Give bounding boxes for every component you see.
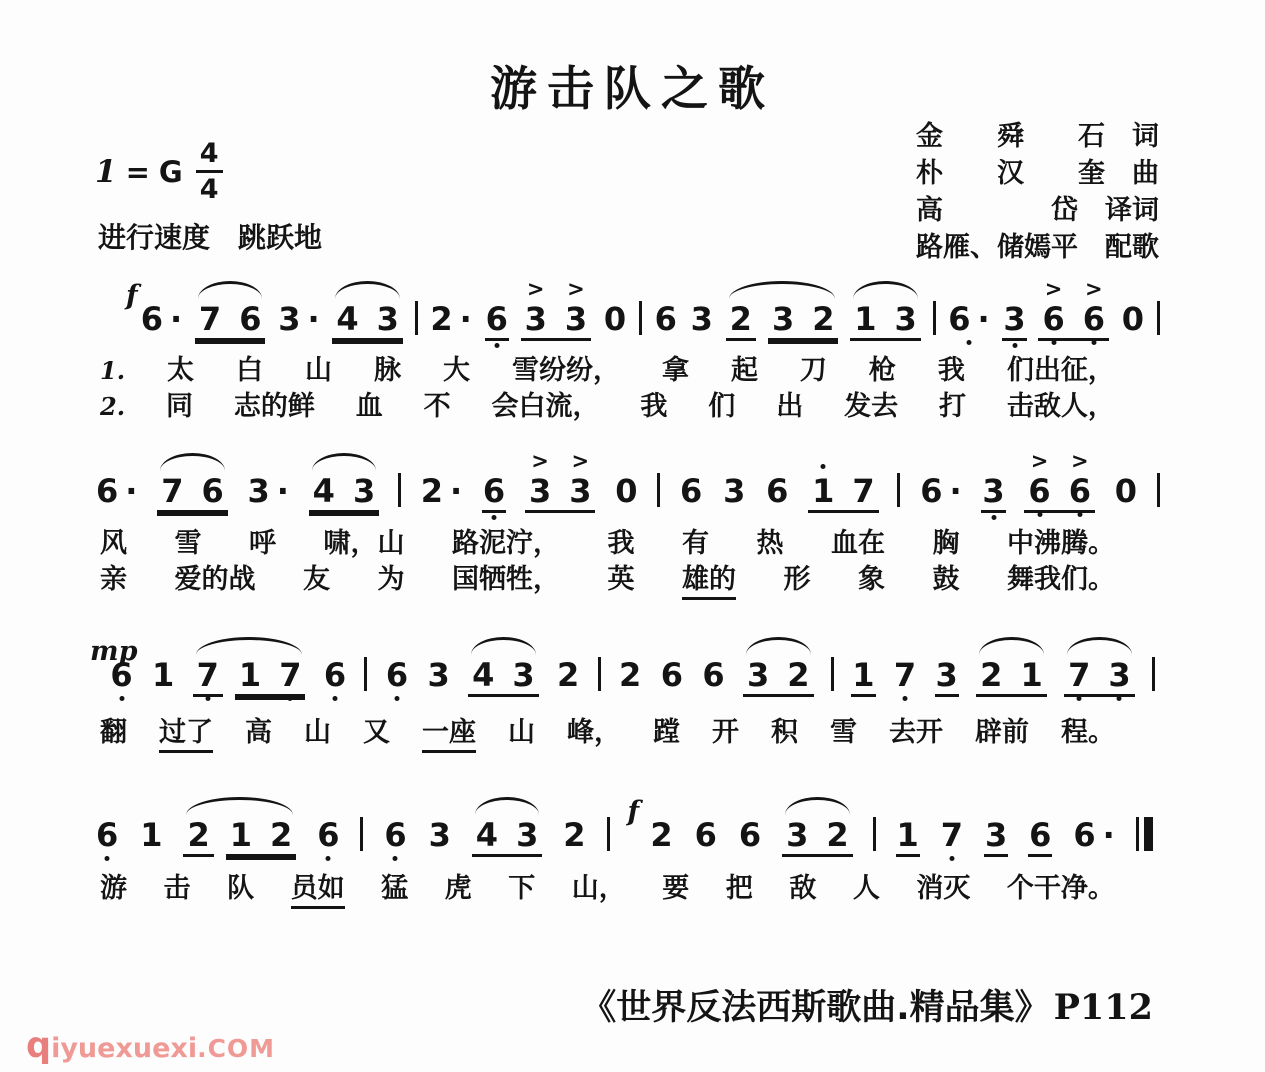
lyric-syllable: 出 bbox=[776, 391, 804, 422]
lyric-syllable: 山 bbox=[508, 717, 535, 748]
barline bbox=[1152, 657, 1155, 691]
rest-note: 0 bbox=[603, 300, 627, 338]
lyric-syllable: 雪 bbox=[830, 717, 857, 748]
lyric-syllable: 白 bbox=[236, 355, 264, 386]
note: 1 bbox=[811, 475, 835, 507]
lyric-syllable: 蹚 bbox=[653, 717, 680, 748]
lyric-syllable: 我 bbox=[607, 528, 635, 559]
lyric-syllable: 友 bbox=[303, 564, 330, 595]
lyric-syllable: 打 bbox=[938, 391, 966, 422]
low-octave-dot bbox=[1077, 512, 1082, 517]
beam-group bbox=[525, 449, 596, 513]
note: 3 > bbox=[564, 277, 588, 338]
lyric-syllable: 队 bbox=[227, 873, 255, 904]
lyric-syllable: 血 bbox=[355, 391, 383, 422]
lyric-syllable: 高 bbox=[245, 717, 272, 748]
low-octave-dot bbox=[1117, 696, 1122, 701]
credits-block bbox=[916, 118, 1159, 266]
lyric-syllable: 象 bbox=[858, 564, 885, 595]
time-signature bbox=[196, 140, 223, 203]
slur-group bbox=[468, 656, 539, 697]
low-octave-dot bbox=[205, 696, 210, 701]
note: 6 > bbox=[1027, 475, 1051, 507]
beam-group bbox=[1024, 449, 1095, 513]
note: 4 bbox=[475, 816, 499, 854]
lyric-syllable: 枪 bbox=[868, 355, 896, 386]
barline bbox=[598, 657, 601, 691]
note: 2 bbox=[269, 816, 293, 854]
barline bbox=[831, 657, 834, 691]
slur-group bbox=[472, 816, 543, 857]
music-line-3: mp 6 1 7 1 7 6 6 3 4 3 2 2 6 6 3 2 1 7 3 2 1 7 3 bbox=[92, 652, 1155, 697]
note: 3 bbox=[516, 816, 539, 854]
lyric-syllable: 消灭 bbox=[916, 873, 971, 904]
note: 6 bbox=[323, 659, 347, 691]
lyric-syllable: 形 bbox=[783, 564, 811, 595]
slur-group bbox=[193, 656, 306, 697]
equals-sign: = bbox=[125, 154, 150, 189]
note: 6 bbox=[485, 303, 509, 341]
note: 2 bbox=[187, 816, 210, 854]
note: 6 bbox=[738, 816, 762, 854]
barline bbox=[398, 473, 401, 507]
lyric-syllable: 呼 bbox=[249, 528, 276, 559]
note: 6 > bbox=[1082, 303, 1106, 335]
note: 3 bbox=[376, 300, 399, 338]
note: 7 bbox=[161, 472, 184, 510]
lyric-syllable: 舞我们。 bbox=[1007, 564, 1115, 595]
note: 6 > bbox=[1041, 303, 1065, 335]
accent-mark: > bbox=[567, 277, 585, 301]
note: 3 bbox=[1107, 659, 1131, 691]
source-book-title: 《世界反法西斯歌曲.精品集》 bbox=[581, 988, 1050, 1028]
note: 4 bbox=[336, 300, 359, 338]
accent-mark: > bbox=[571, 449, 590, 473]
note: 6 bbox=[680, 472, 703, 510]
watermark-tld: .COM bbox=[197, 1034, 276, 1063]
lyric-syllable: 击 bbox=[163, 873, 191, 904]
lyrics-row-line4 bbox=[100, 866, 1115, 909]
lyric-syllable: 一座 bbox=[422, 710, 476, 753]
barline bbox=[639, 301, 642, 335]
note: 6 > bbox=[1068, 475, 1092, 507]
low-octave-dot bbox=[903, 696, 908, 701]
note: 3 bbox=[427, 656, 450, 694]
lyric-syllable: 辟前 bbox=[975, 717, 1029, 748]
lyrics-row-verse2-line2 bbox=[100, 557, 1115, 600]
lyric-syllable: 雪 bbox=[174, 528, 202, 559]
slur-group bbox=[726, 300, 839, 341]
high-octave-dot bbox=[821, 464, 826, 469]
note: 2 · bbox=[430, 300, 472, 338]
barline bbox=[657, 473, 660, 507]
note: 6 bbox=[654, 300, 677, 338]
tempo-marking: 进行速度 跳跃地 bbox=[98, 221, 323, 254]
music-line-1: f 6 · 7 6 3 · 4 3 2 · 6 3 > 3 > 0 6 3 2 3 2 1 3 6 · 3 6 > 6 > 0 bbox=[128, 296, 1160, 341]
lyrics-row-verse1-line2 bbox=[100, 521, 1115, 560]
lyric-syllable: 太 bbox=[167, 355, 195, 386]
lyric-syllable: 雄的 bbox=[682, 557, 736, 600]
note: 3 bbox=[981, 475, 1005, 513]
rest-note: 0 bbox=[615, 472, 638, 510]
note: 2 bbox=[980, 656, 1003, 694]
note: 6 · bbox=[920, 472, 962, 510]
low-octave-dot bbox=[119, 696, 124, 701]
accent-mark: > bbox=[1030, 449, 1049, 473]
note: 1 bbox=[896, 819, 920, 857]
note: 1 bbox=[854, 300, 877, 338]
duration-dot: · bbox=[307, 300, 320, 338]
lyric-syllable: 发去 bbox=[844, 391, 899, 422]
note: 2 bbox=[812, 300, 835, 338]
lyric-syllable: 起 bbox=[730, 355, 758, 386]
lyric-syllable: 人 bbox=[852, 873, 880, 904]
note: 6 · bbox=[140, 300, 183, 338]
watermark-initial: q bbox=[26, 1026, 52, 1066]
barline bbox=[360, 817, 363, 851]
duration-dot: · bbox=[949, 472, 962, 510]
note: 7 bbox=[893, 659, 917, 691]
verse-number: 2. bbox=[100, 392, 126, 421]
note: 3 > bbox=[569, 449, 592, 510]
note: 3 bbox=[1002, 303, 1026, 341]
lyric-syllable: 山， bbox=[571, 873, 626, 904]
lyric-syllable: 下 bbox=[508, 873, 536, 904]
lyric-syllable: 们出征， bbox=[1006, 355, 1115, 386]
lyric-syllable: 击敌人， bbox=[1006, 391, 1115, 422]
note: 6 · bbox=[947, 303, 990, 335]
note: 1 bbox=[229, 816, 252, 854]
note: 3 bbox=[428, 816, 451, 854]
note: 6 bbox=[95, 819, 119, 851]
note: 6 bbox=[201, 472, 224, 510]
lyric-syllable: 我 bbox=[640, 391, 668, 422]
rest-note: 0 bbox=[1121, 300, 1144, 338]
note: 3 > bbox=[528, 449, 552, 510]
lyric-syllable: 不 bbox=[423, 391, 451, 422]
slur-group bbox=[309, 472, 380, 513]
slur-group bbox=[332, 300, 403, 341]
lyric-syllable: 志的鲜 bbox=[233, 391, 315, 422]
lyric-syllable: 风 bbox=[100, 528, 127, 559]
note: 3 bbox=[746, 656, 770, 694]
low-octave-dot bbox=[1037, 512, 1042, 517]
note: 6 bbox=[702, 656, 725, 694]
low-octave-dot bbox=[966, 340, 971, 345]
lyric-syllable: 为 bbox=[377, 564, 405, 595]
lyric-syllable: 国牺牲， bbox=[452, 564, 560, 595]
lyric-syllable: 峰， bbox=[567, 717, 621, 748]
lyric-syllable: 猛 bbox=[381, 873, 409, 904]
note: 3 bbox=[512, 656, 535, 694]
final-barline bbox=[1136, 817, 1153, 851]
slur-group bbox=[850, 300, 921, 341]
music-line-2 bbox=[95, 449, 1160, 513]
note: 6 bbox=[109, 659, 133, 691]
note: 6 bbox=[1028, 819, 1052, 857]
note: 3 bbox=[935, 659, 959, 697]
verse-number: 1. bbox=[100, 356, 126, 385]
slur-group bbox=[1064, 656, 1135, 697]
slur-group bbox=[976, 656, 1047, 697]
note: 6 bbox=[383, 819, 407, 851]
lyric-syllable: 翻 bbox=[100, 717, 127, 748]
lyric-syllable: 热 bbox=[756, 528, 784, 559]
lyric-syllable: 游 bbox=[100, 873, 127, 904]
low-octave-dot bbox=[332, 696, 337, 701]
lyric-syllable: 脉 bbox=[374, 355, 401, 386]
note: 4 bbox=[472, 656, 495, 694]
barline bbox=[364, 657, 367, 691]
duration-dot: · bbox=[1102, 816, 1115, 854]
beam-group bbox=[1038, 277, 1109, 341]
source-page-number: P112 bbox=[1053, 987, 1153, 1028]
lyric-syllable: 雪纷纷， bbox=[511, 355, 620, 386]
note: 3 bbox=[771, 300, 795, 338]
barline bbox=[1157, 301, 1160, 335]
credit-composer: 朴 汉 奎 曲 bbox=[916, 158, 1159, 189]
note: 3 > bbox=[524, 277, 547, 338]
note: 3 bbox=[984, 819, 1008, 857]
lyric-syllable: 积 bbox=[771, 717, 798, 748]
note: 2 bbox=[650, 816, 673, 854]
lyric-syllable: 过了 bbox=[159, 710, 213, 753]
lyric-syllable: 血在 bbox=[831, 528, 885, 559]
duration-dot: · bbox=[977, 300, 990, 338]
slur-group bbox=[183, 816, 296, 857]
note: 1 bbox=[851, 659, 875, 697]
time-signature-bottom: 4 bbox=[199, 174, 219, 205]
low-octave-dot bbox=[949, 856, 954, 861]
lyric-syllable: 爱的战 bbox=[174, 564, 256, 595]
low-octave-dot bbox=[1091, 340, 1096, 345]
note: 3 bbox=[894, 300, 917, 338]
lyric-syllable: 个干净。 bbox=[1006, 873, 1115, 904]
lyrics-row-verse1-line1 bbox=[100, 348, 1115, 387]
note: 7 bbox=[278, 659, 302, 691]
note: 3 bbox=[723, 472, 746, 510]
note: 3 bbox=[352, 472, 376, 510]
lyric-syllable: 亲 bbox=[100, 564, 127, 595]
lyric-syllable: 去开 bbox=[889, 717, 943, 748]
lyric-syllable: 有 bbox=[682, 528, 709, 559]
barline bbox=[897, 473, 900, 507]
note: 2 bbox=[826, 816, 849, 854]
slur-group bbox=[195, 300, 266, 341]
accent-mark: > bbox=[1044, 277, 1063, 301]
note: 7 bbox=[852, 472, 875, 510]
note: 2 bbox=[619, 656, 642, 694]
lyric-syllable: 英 bbox=[607, 564, 635, 595]
source-citation bbox=[581, 980, 1153, 1030]
lyric-syllable: 同 bbox=[165, 391, 193, 422]
duration-dot: · bbox=[459, 300, 472, 338]
duration-dot: · bbox=[170, 300, 183, 338]
lyric-syllable: 把 bbox=[725, 873, 753, 904]
note: 3 · bbox=[247, 472, 289, 510]
low-octave-dot bbox=[991, 515, 996, 520]
lyric-syllable: 开 bbox=[712, 717, 739, 748]
watermark-name: iyuexuexi bbox=[51, 1033, 198, 1064]
time-signature-top: 4 bbox=[196, 140, 223, 173]
lyrics-row-verse2-line1 bbox=[100, 384, 1115, 423]
low-octave-dot bbox=[393, 856, 398, 861]
low-octave-dot bbox=[394, 696, 399, 701]
note: 7 bbox=[198, 300, 222, 338]
lyric-syllable: 胸 bbox=[932, 528, 960, 559]
barline bbox=[933, 301, 936, 335]
note: 7 bbox=[196, 659, 220, 691]
barline bbox=[1157, 473, 1160, 507]
lyric-syllable: 鼓 bbox=[932, 564, 960, 595]
duration-dot: · bbox=[450, 472, 463, 510]
duration-dot: · bbox=[125, 472, 138, 510]
note: 6 bbox=[316, 819, 340, 851]
song-title: 游击队之歌 bbox=[490, 62, 775, 117]
low-octave-dot bbox=[105, 856, 110, 861]
note: 3 bbox=[690, 300, 713, 338]
note: 2 bbox=[563, 816, 586, 854]
barline bbox=[873, 817, 876, 851]
accent-mark: > bbox=[531, 449, 549, 473]
low-octave-dot bbox=[326, 856, 331, 861]
note: 2 · bbox=[420, 472, 463, 510]
lyric-syllable: 员如 bbox=[291, 866, 345, 909]
slur-group bbox=[157, 472, 228, 513]
low-octave-dot bbox=[1051, 340, 1056, 345]
accent-mark: > bbox=[1085, 277, 1103, 301]
note: 2 bbox=[557, 656, 580, 694]
low-octave-dot bbox=[288, 696, 293, 701]
note: 1 bbox=[152, 656, 175, 694]
note: 1 bbox=[238, 656, 262, 694]
rest-note: 0 bbox=[1114, 472, 1137, 510]
duration-dot: · bbox=[276, 472, 289, 510]
lyric-syllable: 中沸腾。 bbox=[1007, 528, 1115, 559]
tonic-numeral: 1 bbox=[95, 153, 117, 190]
lyric-syllable: 山 bbox=[304, 717, 331, 748]
note: 6 bbox=[766, 472, 789, 510]
music-line-4: 6 1 2 1 2 6 6 3 4 3 2 f 2 6 6 3 2 1 7 3 6 6 · bbox=[95, 812, 1153, 857]
lyric-syllable: 虎 bbox=[444, 873, 472, 904]
credit-adapters: 路雁、储嫣平 配歌 bbox=[916, 232, 1159, 263]
beam-group bbox=[521, 277, 592, 341]
note: 6 · bbox=[1073, 816, 1115, 854]
barline bbox=[415, 301, 418, 335]
note: 1 bbox=[1020, 656, 1043, 694]
lyric-syllable: 敌 bbox=[789, 873, 817, 904]
note: 7 bbox=[1067, 659, 1091, 691]
beam-group bbox=[808, 472, 879, 513]
lyric-syllable: 拿 bbox=[661, 355, 689, 386]
accent-mark: > bbox=[526, 277, 545, 301]
credit-translator: 高 岱 译词 bbox=[916, 195, 1159, 226]
note: 7 bbox=[940, 819, 964, 851]
lyric-syllable: 啸，山 bbox=[323, 528, 405, 559]
note: 2 bbox=[787, 656, 810, 694]
note: 6 · bbox=[96, 472, 138, 510]
low-octave-dot bbox=[1077, 696, 1082, 701]
lyric-syllable: 路泥泞， bbox=[452, 528, 560, 559]
lyric-syllable: 大 bbox=[442, 355, 470, 386]
barline bbox=[607, 817, 610, 851]
note: 6 bbox=[482, 475, 506, 513]
lyrics-row-line3 bbox=[100, 710, 1115, 753]
slur-group bbox=[782, 816, 853, 857]
note: 4 bbox=[312, 472, 335, 510]
accent-mark: > bbox=[1071, 449, 1089, 473]
note: 6 bbox=[239, 300, 262, 338]
note: 1 bbox=[140, 816, 163, 854]
site-watermark bbox=[26, 1026, 275, 1066]
credit-lyricist: 金 舜 石 词 bbox=[916, 121, 1159, 152]
low-octave-dot bbox=[492, 515, 497, 520]
lyric-syllable: 要 bbox=[662, 873, 690, 904]
lyric-syllable: 程。 bbox=[1061, 717, 1115, 748]
lyric-syllable: 山 bbox=[305, 355, 333, 386]
lyric-syllable: 我 bbox=[937, 355, 965, 386]
note: 3 bbox=[786, 816, 809, 854]
note: 3 · bbox=[278, 300, 320, 338]
lyric-syllable: 刀 bbox=[799, 355, 827, 386]
key-letter: G bbox=[158, 154, 183, 189]
lyric-syllable: 会白流， bbox=[491, 391, 600, 422]
note: 6 bbox=[694, 816, 717, 854]
slur-group bbox=[743, 656, 814, 697]
lyric-syllable: 又 bbox=[363, 717, 390, 748]
key-signature bbox=[95, 140, 223, 203]
note: 6 bbox=[385, 659, 409, 691]
note: 2 bbox=[729, 300, 752, 338]
note: 6 bbox=[660, 656, 683, 694]
lyric-syllable: 们 bbox=[708, 391, 736, 422]
